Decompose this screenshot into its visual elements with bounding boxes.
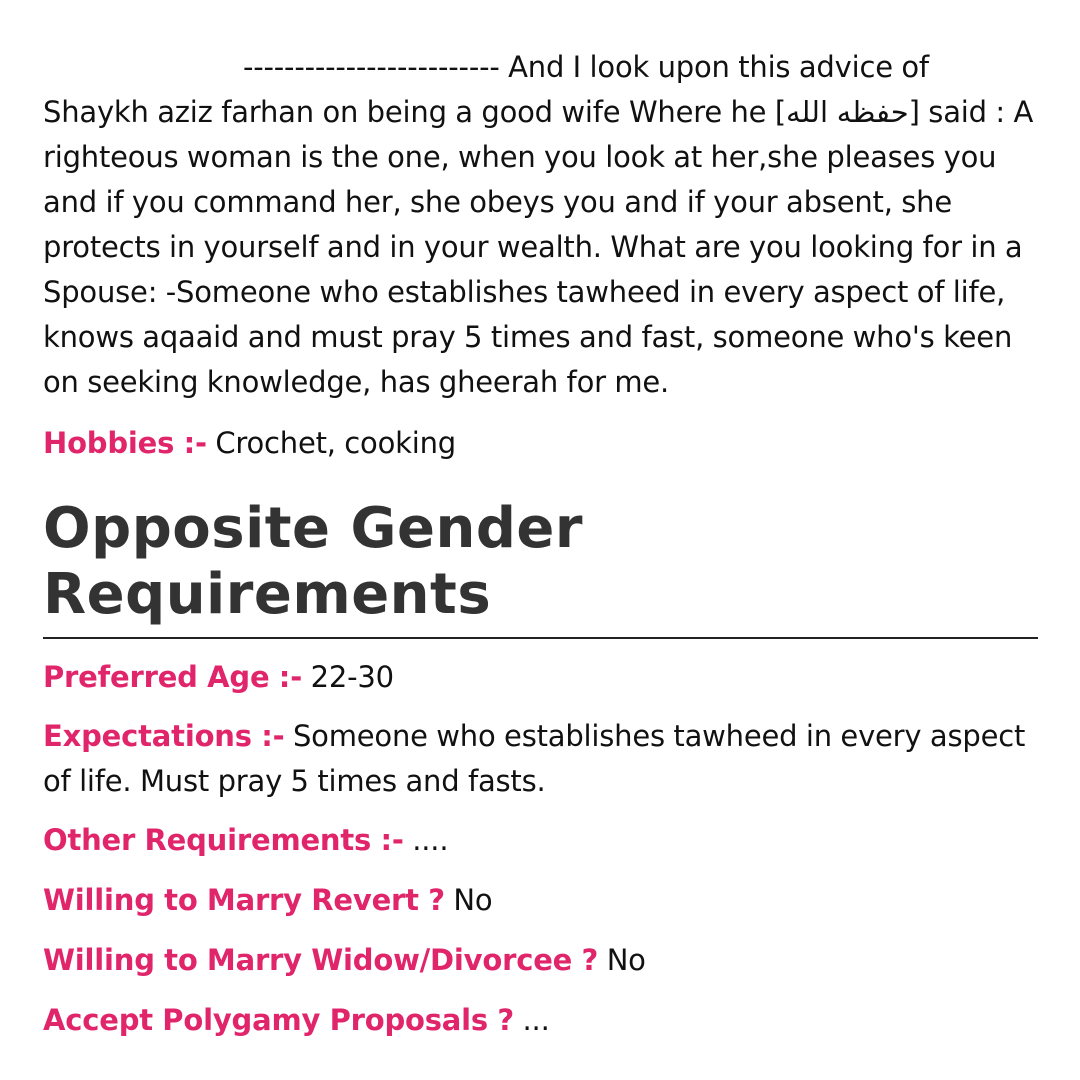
intro-paragraph xyxy=(43,45,1043,405)
revert-label: Willing to Marry Revert ? xyxy=(43,883,445,917)
polygamy-label: Accept Polygamy Proposals ? xyxy=(43,1003,514,1037)
intro-text: ------------------------- And I look upon this advice of Shaykh aziz farhan on being a good wife Where he [حفظه الله] said : A righteous woman is the one, when you look at her,she pleases you and if you command her, she obeys you and if your absent, she protects in yourself and in your wealth. What are you looking for in a Spouse: -Someone who establishes tawheed in every aspect of life, knows aqaaid and must pray 5 times and fast, someone who's keen on seeking knowledge, has gheerah for me. xyxy=(43,50,1034,399)
other-requirements-field xyxy=(43,818,1043,863)
preferred-age-value: 22-30 xyxy=(310,660,394,694)
revert-value: No xyxy=(453,883,493,917)
other-requirements-value: .... xyxy=(412,823,449,857)
widow-divorcee-label: Willing to Marry Widow/Divorcee ? xyxy=(43,943,599,977)
hobbies-value: Crochet, cooking xyxy=(215,426,456,460)
section-divider xyxy=(43,637,1038,639)
expectations-label: Expectations :- xyxy=(43,719,285,753)
hobbies-field xyxy=(43,421,1043,466)
expectations-field xyxy=(43,714,1043,804)
hobbies-label: Hobbies :- xyxy=(43,426,207,460)
expectations-value: Someone who establishes tawheed in every aspect of life. Must pray 5 times and fasts. xyxy=(43,719,1026,798)
section-title: Opposite Gender Requirements xyxy=(43,496,584,627)
profile-page xyxy=(43,45,1043,1043)
other-requirements-label: Other Requirements :- xyxy=(43,823,404,857)
preferred-age-label: Preferred Age :- xyxy=(43,660,303,694)
polygamy-field xyxy=(43,998,1043,1043)
widow-divorcee-value: No xyxy=(606,943,646,977)
revert-field xyxy=(43,878,1043,923)
polygamy-value: ... xyxy=(522,1003,550,1037)
preferred-age-field xyxy=(43,655,1043,700)
widow-divorcee-field xyxy=(43,938,1043,983)
